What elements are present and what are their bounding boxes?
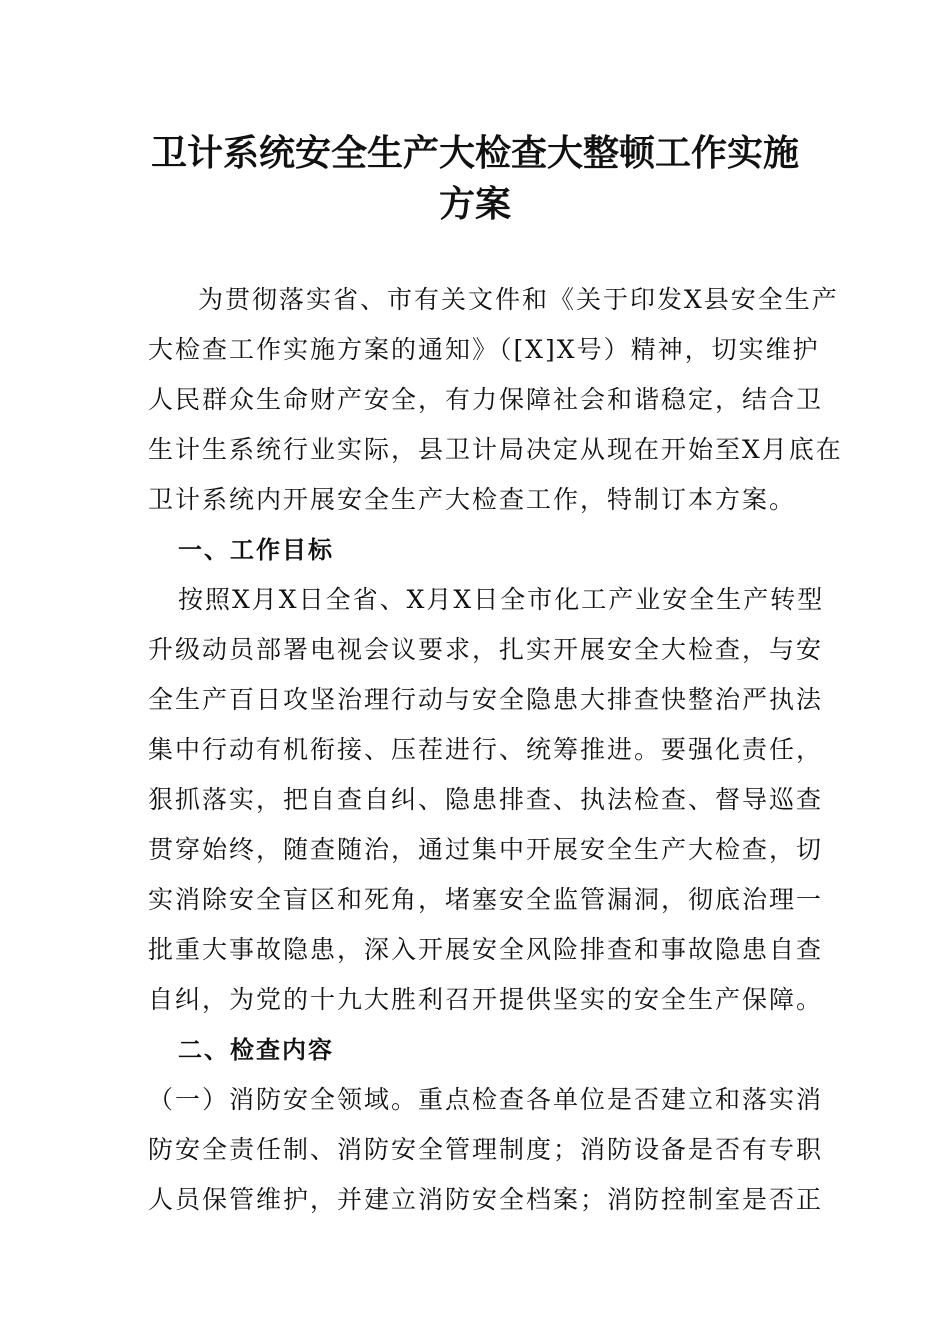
body-line: 贯穿始终，随查随治，通过集中开展安全生产大检查，切 — [148, 835, 824, 864]
section-heading-content: 二、检查内容 — [178, 1036, 334, 1064]
body-line: 全生产百日攻坚治理行动与安全隐患大排查快整治严执法 — [148, 685, 824, 714]
body-line: 人员保管维护，并建立消防安全档案；消防控制室是否正 — [148, 1185, 824, 1214]
body-line: 按照X月X日全省、X月X日全市化工产业安全生产转型 — [178, 585, 825, 614]
body-line: 狠抓落实，把自查自纠、隐患排查、执法检查、督导巡查 — [148, 785, 824, 814]
body-line: 大检查工作实施方案的通知》（[X]X号）精神，切实维护 — [148, 335, 820, 364]
section-heading-goals: 一、工作目标 — [178, 536, 334, 564]
body-line: 卫计系统内开展安全生产大检查工作，特制订本方案。 — [148, 485, 797, 514]
document-title-line-1: 卫计系统安全生产大检查大整顿工作实施 — [150, 133, 799, 174]
body-line: 人民群众生命财产安全，有力保障社会和谐稳定，结合卫 — [148, 385, 824, 414]
body-line: 升级动员部署电视会议要求，扎实开展安全大检查，与安 — [148, 635, 824, 664]
body-line: 生计生系统行业实际，县卫计局决定从现在开始至X月底在 — [148, 435, 843, 464]
body-line: 集中行动有机衔接、压茬进行、统筹推进。要强化责任， — [148, 735, 824, 764]
body-line: 批重大事故隐患，深入开展安全风险排查和事故隐患自查 — [148, 935, 824, 964]
body-line: 为贯彻落实省、市有关文件和《关于印发X县安全生产 — [198, 285, 839, 314]
body-line: 防安全责任制、消防安全管理制度；消防设备是否有专职 — [148, 1135, 824, 1164]
body-line: 实消除安全盲区和死角，堵塞安全监管漏洞，彻底治理一 — [148, 885, 824, 914]
body-line: （一）消防安全领域。重点检查各单位是否建立和落实消 — [148, 1085, 824, 1114]
document-title-line-2: 方案 — [438, 184, 511, 225]
body-line: 自纠，为党的十九大胜利召开提供坚实的安全生产保障。 — [148, 985, 824, 1014]
